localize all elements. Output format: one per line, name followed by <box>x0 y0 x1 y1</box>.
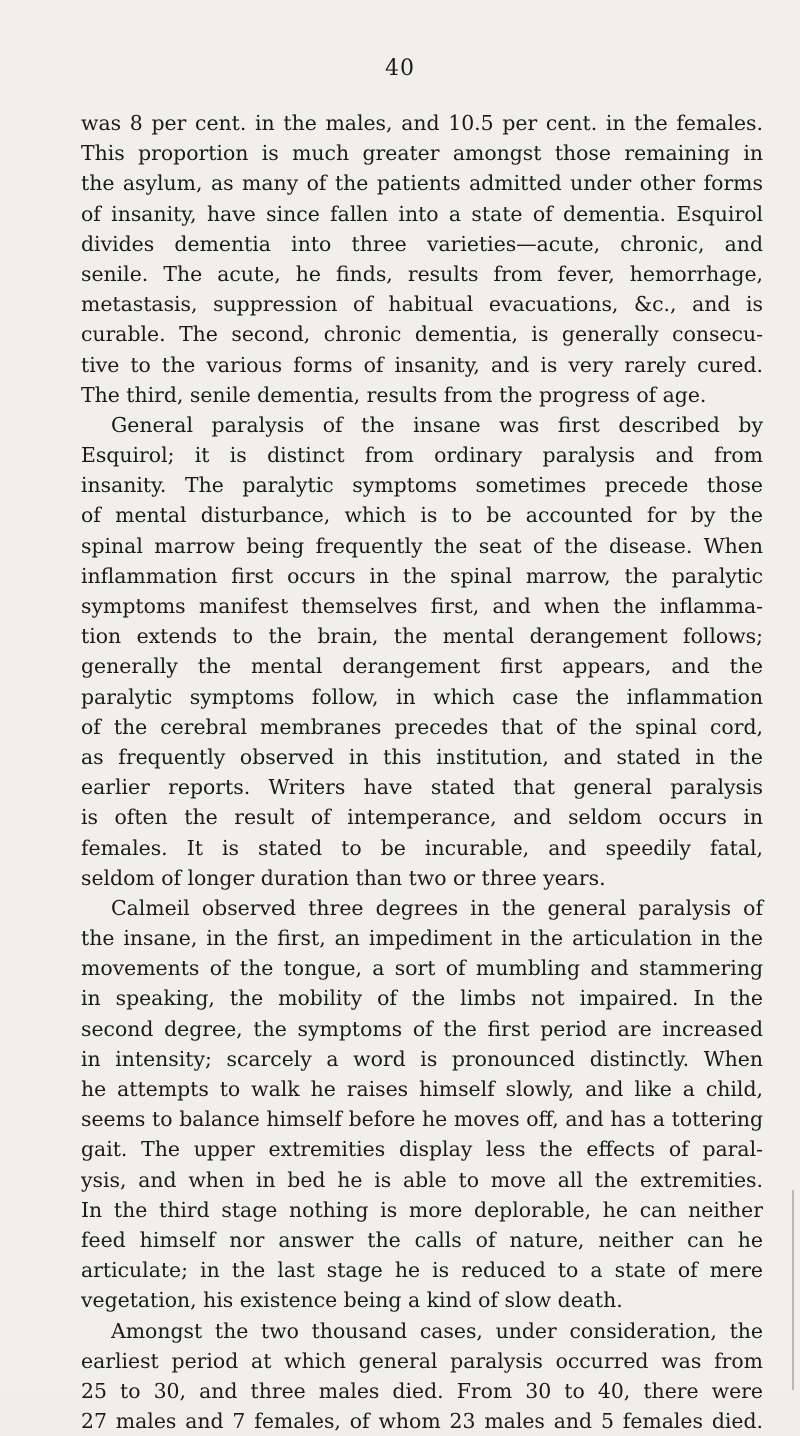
text-line: seldom of longer duration than two or three years. <box>81 865 606 890</box>
text-line: females. It is stated to be incurable, and speedily fatal, <box>81 835 763 860</box>
text-line: metastasis, suppression of habitual evacuations, &c., and is <box>81 292 763 317</box>
text-line: inflammation first occurs in the spinal marrow, the paralytic <box>81 563 763 588</box>
text-line: curable. The second, chronic dementia, is generally consecu- <box>81 322 763 347</box>
text-line: generally the mental derangement first appears, and the <box>81 654 763 679</box>
text-line: is often the result of intemperance, and seldom occurs in <box>81 805 763 830</box>
text-line: tion extends to the brain, the mental derangement follows; <box>81 624 763 649</box>
text-line: tive to the various forms of insanity, and is very rarely cured. <box>81 352 763 377</box>
page-edge-shadow <box>792 1190 794 1390</box>
text-line: earliest period at which general paralysis occurred was from <box>81 1348 763 1373</box>
text-line: General paralysis of the insane was first described by <box>111 412 763 437</box>
text-line: 25 to 30, and three males died. From 30 to 40, there were <box>81 1378 763 1403</box>
text-line: divides dementia into three varieties—acute, chronic, and <box>81 231 763 256</box>
text-line: gait. The upper extremities display less the effects of paral- <box>81 1137 763 1162</box>
text-line: Amongst the two thousand cases, under consideration, the <box>111 1318 763 1343</box>
text-line: earlier reports. Writers have stated that general paralysis <box>81 775 763 800</box>
page-number: 40 <box>385 56 415 81</box>
text-line: of insanity, have since fallen into a state of dementia. Esquirol <box>81 201 763 226</box>
body-text <box>81 108 763 1436</box>
text-line: the insane, in the first, an impediment in the articulation in the <box>81 926 763 951</box>
text-line: spinal marrow being frequently the seat of the disease. When <box>81 533 763 558</box>
text-line: in speaking, the mobility of the limbs not impaired. In the <box>81 986 763 1011</box>
text-line: movements of the tongue, a sort of mumbling and stammering <box>81 956 763 981</box>
text-line: Esquirol; it is distinct from ordinary paralysis and from <box>81 443 763 468</box>
text-line: as frequently observed in this institution, and stated in the <box>81 744 763 769</box>
text-line: insanity. The paralytic symptoms sometimes precede those <box>81 473 763 498</box>
text-line: feed himself nor answer the calls of nature, neither can he <box>81 1227 763 1252</box>
text-line: seems to balance himself before he moves off, and has a tottering <box>81 1107 763 1132</box>
text-line: in intensity; scarcely a word is pronounced distinctly. When <box>81 1046 763 1071</box>
text-line: vegetation, his existence being a kind of slow death. <box>81 1288 623 1313</box>
text-line: 27 males and 7 females, of whom 23 males and 5 females died. <box>81 1409 763 1434</box>
text-line: articulate; in the last stage he is reduced to a state of mere <box>81 1258 763 1283</box>
text-line: senile. The acute, he finds, results from fever, hemorrhage, <box>81 261 763 286</box>
text-line: ysis, and when in bed he is able to move all the extremities. <box>81 1167 763 1192</box>
text-line: The third, senile dementia, results from the progress of age. <box>81 382 707 407</box>
text-line: was 8 per cent. in the males, and 10.5 per cent. in the females. <box>81 111 763 135</box>
text-line: symptoms manifest themselves first, and when the inflamma- <box>81 594 763 618</box>
text-line: the asylum, as many of the patients admitted under other forms <box>81 171 763 196</box>
text-line: of the cerebral membranes precedes that of the spinal cord, <box>81 714 763 739</box>
text-line: This proportion is much greater amongst those remaining in <box>81 141 763 166</box>
text-line: In the third stage nothing is more deplorable, he can neither <box>81 1197 763 1222</box>
text-line: second degree, the symptoms of the first period are increased <box>81 1016 763 1041</box>
text-line: of mental disturbance, which is to be accounted for by the <box>81 503 763 528</box>
text-line: paralytic symptoms follow, in which case the inflammation <box>81 684 763 709</box>
text-line: he attempts to walk he raises himself slowly, and like a child, <box>81 1077 763 1101</box>
text-line: Calmeil observed three degrees in the general paralysis of <box>111 895 763 920</box>
